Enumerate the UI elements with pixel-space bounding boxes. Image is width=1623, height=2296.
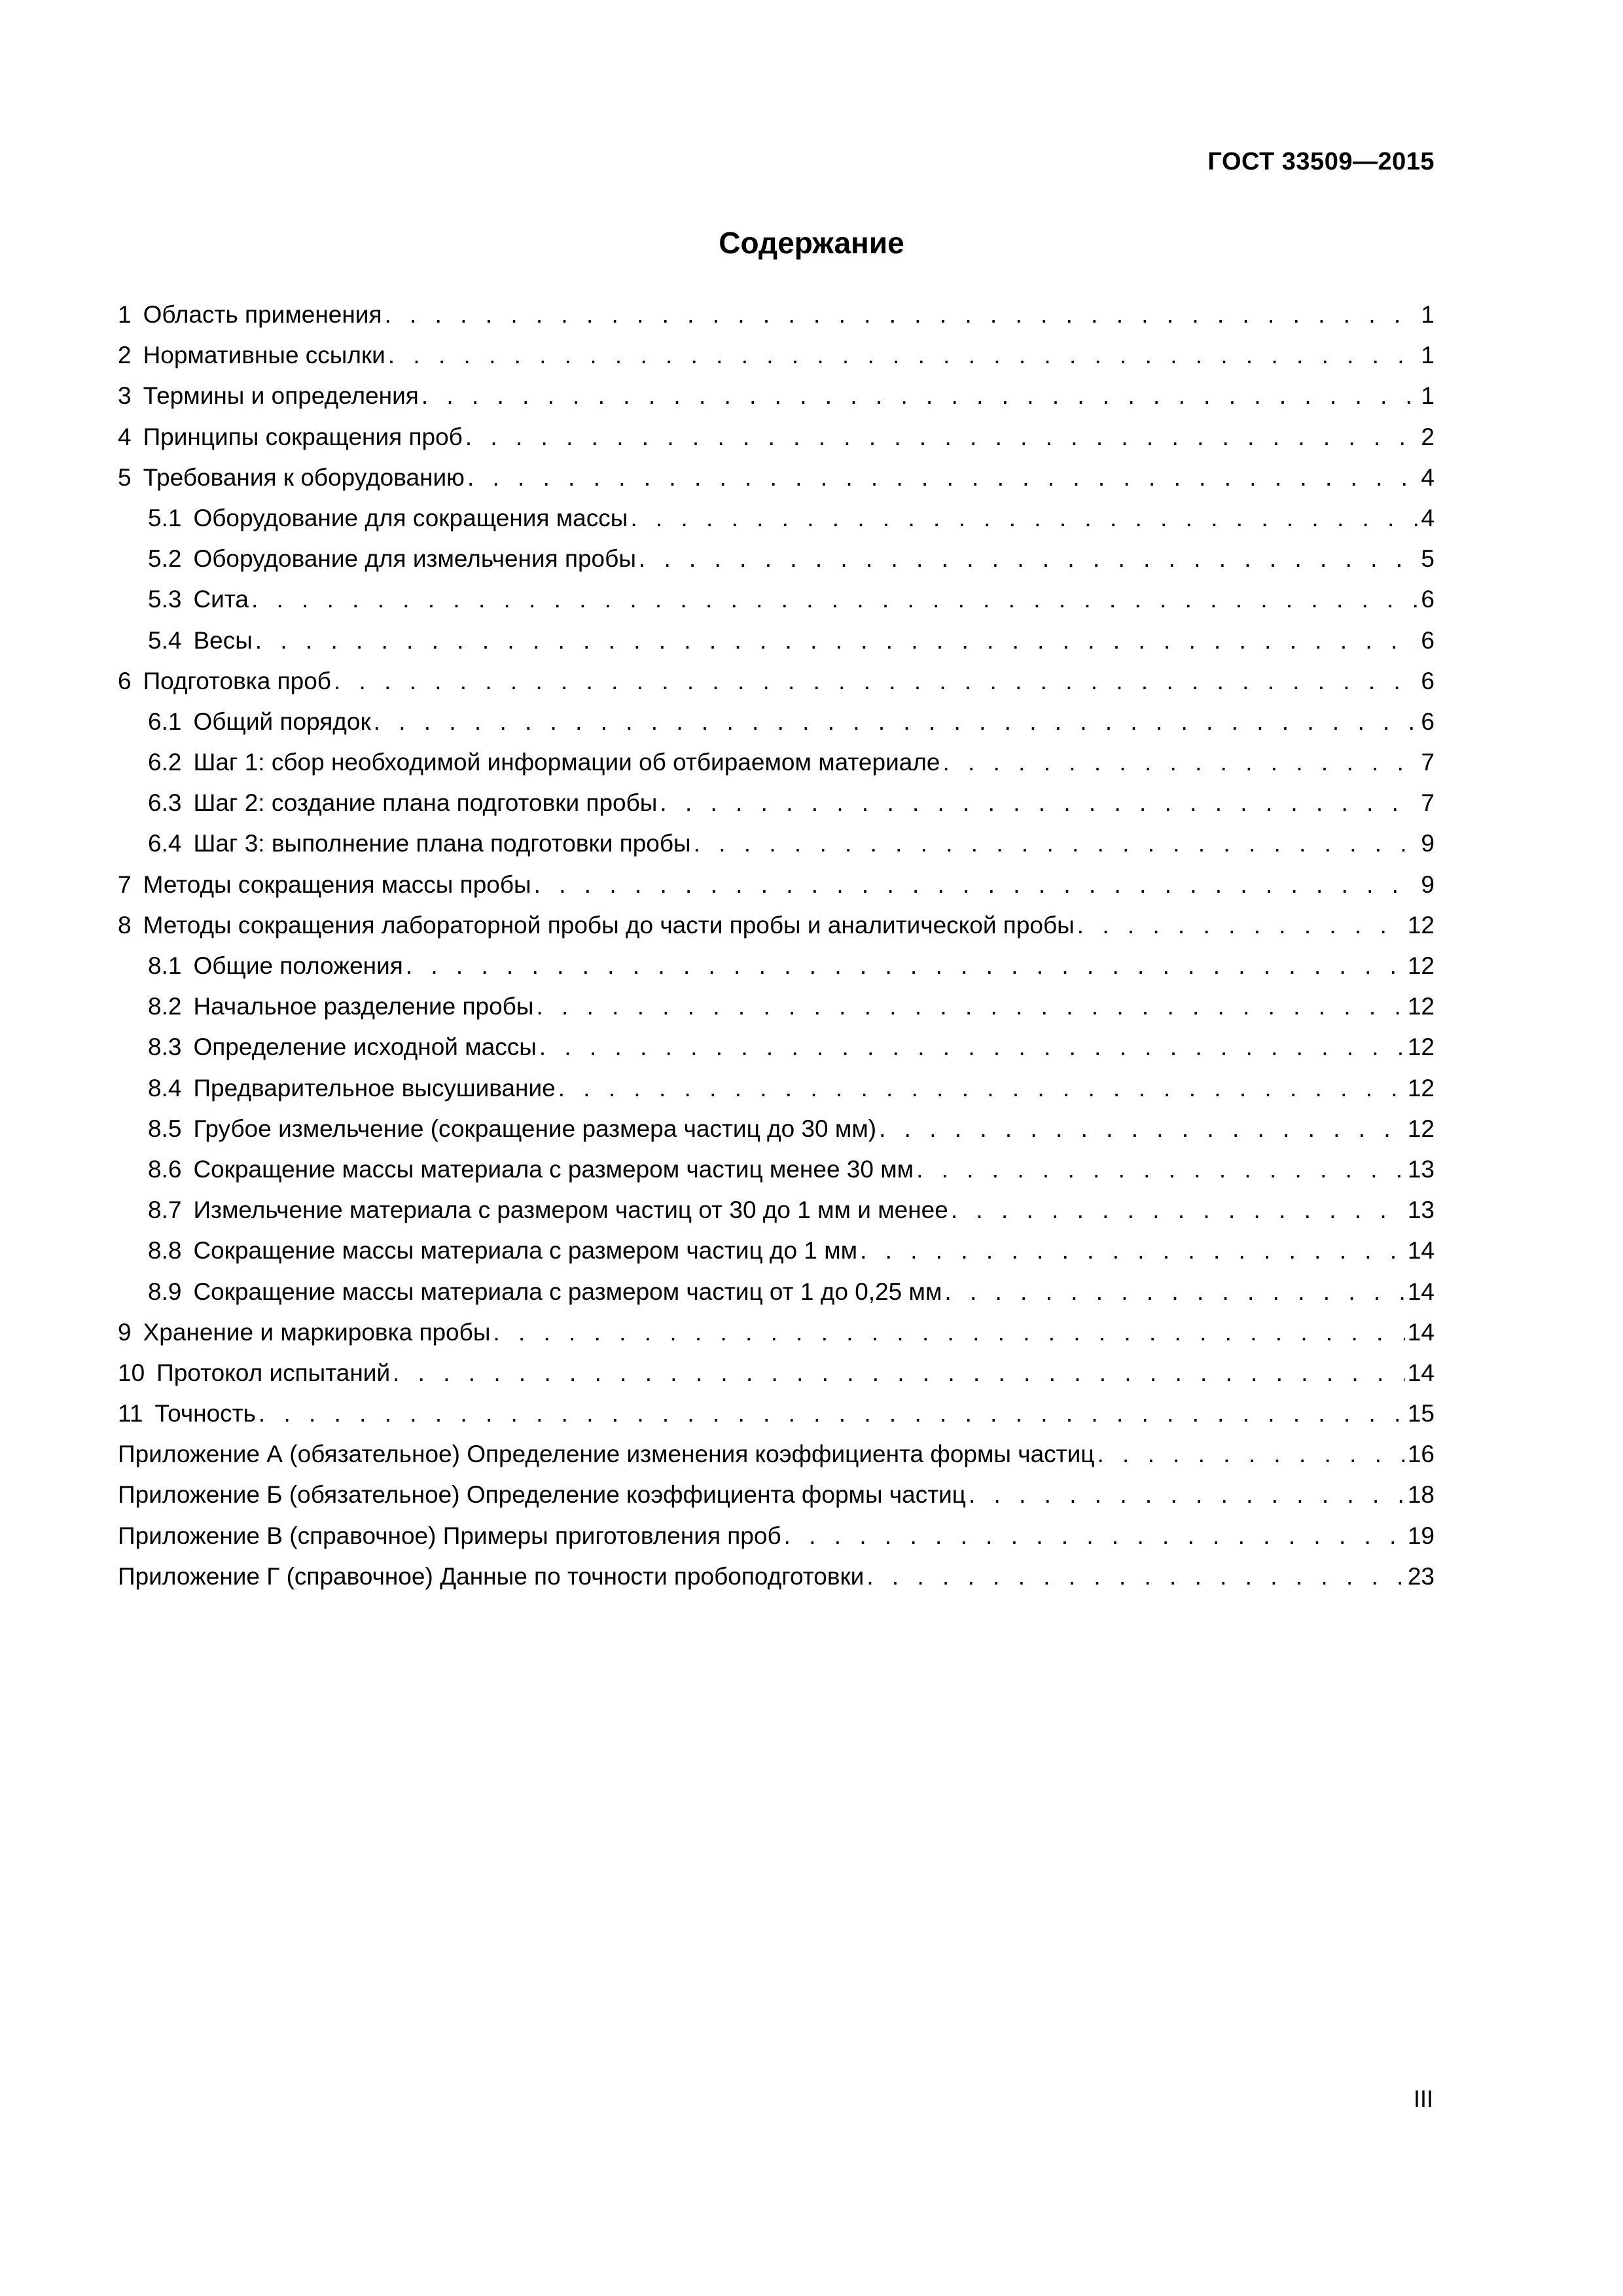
toc-entry-page: 13 bbox=[1407, 1155, 1435, 1183]
toc-entry-page: 1 bbox=[1421, 301, 1435, 328]
toc-entry-page: 18 bbox=[1407, 1481, 1435, 1509]
toc-leader-dots bbox=[784, 1516, 1405, 1556]
toc-entry-title: Общий порядок bbox=[193, 708, 371, 735]
toc-entry-title: Сита bbox=[193, 586, 249, 613]
toc-entry-title: Начальное разделение пробы bbox=[193, 993, 534, 1020]
toc-entry-number: 8.1 bbox=[148, 952, 182, 979]
toc-entry-page: 9 bbox=[1421, 830, 1435, 857]
toc-leader-dots bbox=[536, 986, 1404, 1027]
toc-entry-number: 6.2 bbox=[148, 749, 182, 776]
toc-entry[interactable] bbox=[118, 702, 1435, 742]
toc-entry-title: Принципы сокращения проб bbox=[143, 423, 463, 450]
page-title: Содержание bbox=[719, 226, 904, 260]
toc-entry-number: 7 bbox=[118, 870, 132, 898]
toc-entry-page: 5 bbox=[1421, 545, 1435, 573]
toc-leader-dots bbox=[421, 376, 1419, 416]
toc-entry[interactable] bbox=[118, 1109, 1435, 1149]
toc-entry-number: 6.1 bbox=[148, 708, 182, 735]
toc-entry-title: Нормативные ссылки bbox=[143, 342, 385, 369]
toc-leader-dots bbox=[969, 1475, 1405, 1515]
toc-entry-page: 6 bbox=[1421, 586, 1435, 613]
toc-entry[interactable] bbox=[118, 1353, 1435, 1393]
toc-leader-dots bbox=[944, 1272, 1404, 1312]
toc-entry-number: 8 bbox=[118, 911, 132, 939]
toc-leader-dots bbox=[406, 946, 1405, 986]
toc-entry-number: 8.8 bbox=[148, 1237, 182, 1265]
document-code: ГОСТ 33509—2015 bbox=[1207, 148, 1435, 175]
toc-entry-title: Хранение и маркировка пробы bbox=[143, 1318, 491, 1346]
toc-entry[interactable] bbox=[118, 539, 1435, 579]
toc-entry-title: Приложение В (справочное) Примеры приготовления проб bbox=[118, 1522, 781, 1549]
toc-entry-title: Требования к оборудованию bbox=[143, 463, 465, 491]
toc-entry-number: 2 bbox=[118, 342, 132, 369]
toc-entry-page: 6 bbox=[1421, 667, 1435, 694]
toc-entry-number: 6.4 bbox=[148, 830, 182, 857]
toc-entry-page: 16 bbox=[1407, 1441, 1435, 1468]
toc-entry-title: Приложение А (обязательное) Определение изменения коэффициента формы частиц bbox=[118, 1441, 1095, 1468]
toc-leader-dots bbox=[534, 865, 1419, 905]
toc-leader-dots bbox=[493, 1312, 1404, 1353]
toc-entry-page: 12 bbox=[1407, 1033, 1435, 1061]
toc-entry-title: Оборудование для сокращения массы bbox=[193, 504, 628, 531]
toc-entry[interactable] bbox=[118, 1516, 1435, 1556]
toc-entry-title: Шаг 3: выполнение плана подготовки пробы bbox=[193, 830, 691, 857]
toc-entry[interactable] bbox=[118, 417, 1435, 457]
toc-entry-page: 13 bbox=[1407, 1196, 1435, 1224]
toc-entry-number: 11 bbox=[118, 1400, 143, 1427]
toc-entry[interactable] bbox=[118, 457, 1435, 498]
toc-entry-number: 5 bbox=[118, 463, 132, 491]
toc-leader-dots bbox=[630, 498, 1418, 539]
toc-entry[interactable] bbox=[118, 1556, 1435, 1597]
toc-leader-dots bbox=[558, 1068, 1405, 1109]
toc-entry-number: 1 bbox=[118, 301, 132, 328]
toc-leader-dots bbox=[385, 295, 1419, 335]
toc-leader-dots bbox=[879, 1109, 1405, 1149]
toc-leader-dots bbox=[388, 335, 1419, 376]
toc-entry[interactable] bbox=[118, 1272, 1435, 1312]
toc-entry-number: 5.1 bbox=[148, 504, 182, 531]
toc-entry-title: Сокращение массы материала с размером частиц менее 30 мм bbox=[193, 1155, 914, 1183]
toc-entry-number: 8.7 bbox=[148, 1196, 182, 1224]
toc-entry-page: 15 bbox=[1407, 1400, 1435, 1427]
toc-leader-dots bbox=[1077, 905, 1405, 946]
toc-entry-title: Методы сокращения массы пробы bbox=[143, 870, 531, 898]
toc-entry-page: 2 bbox=[1421, 423, 1435, 450]
toc-leader-dots bbox=[393, 1353, 1405, 1393]
toc-leader-dots bbox=[1097, 1434, 1404, 1475]
toc-entry-title: Приложение Б (обязательное) Определение коэффициента формы частиц bbox=[118, 1481, 966, 1509]
toc-entry[interactable] bbox=[118, 986, 1435, 1027]
toc-entry[interactable] bbox=[118, 823, 1435, 864]
toc-entry-number: 4 bbox=[118, 423, 132, 450]
toc-entry-page: 12 bbox=[1407, 993, 1435, 1020]
toc-leader-dots bbox=[251, 579, 1418, 620]
toc-entry[interactable] bbox=[118, 376, 1435, 416]
toc-entry-page: 12 bbox=[1407, 1115, 1435, 1142]
toc-entry[interactable] bbox=[118, 1434, 1435, 1475]
toc-entry-page: 9 bbox=[1421, 870, 1435, 898]
page-number: III bbox=[1413, 2085, 1433, 2112]
toc-entry-title: Общие положения bbox=[193, 952, 403, 979]
toc-entry-number: 8.6 bbox=[148, 1155, 182, 1183]
toc-leader-dots bbox=[334, 661, 1418, 702]
toc-entry-number: 8.9 bbox=[148, 1278, 182, 1305]
toc-entry[interactable] bbox=[118, 946, 1435, 986]
toc-leader-dots bbox=[943, 742, 1419, 783]
toc-entry-title: Приложение Г (справочное) Данные по точности пробоподготовки bbox=[118, 1562, 865, 1590]
toc-entry-title: Шаг 1: сбор необходимой информации об отбираемом материале bbox=[193, 749, 940, 776]
toc-entry-title: Предварительное высушивание bbox=[193, 1074, 556, 1102]
toc-entry-page: 12 bbox=[1407, 911, 1435, 939]
toc-entry-page: 4 bbox=[1421, 504, 1435, 531]
toc-leader-dots bbox=[916, 1149, 1405, 1190]
toc-entry-number: 10 bbox=[118, 1359, 145, 1386]
toc-entry[interactable] bbox=[118, 865, 1435, 905]
toc-entry-title: Сокращение массы материала с размером частиц от 1 до 0,25 мм bbox=[193, 1278, 942, 1305]
toc-entry-title: Методы сокращения лабораторной пробы до части пробы и аналитической пробы bbox=[143, 911, 1075, 939]
toc-entry-page: 14 bbox=[1407, 1318, 1435, 1346]
toc-leader-dots bbox=[866, 1556, 1405, 1597]
toc-entry-number: 9 bbox=[118, 1318, 132, 1346]
toc-entry-page: 14 bbox=[1407, 1359, 1435, 1386]
toc-entry-page: 7 bbox=[1421, 749, 1435, 776]
toc-entry-number: 8.5 bbox=[148, 1115, 182, 1142]
toc-entry-page: 19 bbox=[1407, 1522, 1435, 1549]
toc-entry[interactable] bbox=[118, 1312, 1435, 1353]
toc-entry[interactable] bbox=[118, 295, 1435, 335]
toc-entry-title: Протокол испытаний bbox=[156, 1359, 391, 1386]
toc-entry-page: 4 bbox=[1421, 463, 1435, 491]
toc-entry-number: 6.3 bbox=[148, 789, 182, 817]
toc-entry-number: 5.2 bbox=[148, 545, 182, 573]
toc-leader-dots bbox=[539, 1027, 1405, 1067]
toc-leader-dots bbox=[694, 823, 1419, 864]
toc-entry[interactable] bbox=[118, 498, 1435, 539]
toc-entry-number: 3 bbox=[118, 382, 132, 410]
toc-entry-number: 8.2 bbox=[148, 993, 182, 1020]
toc-entry[interactable] bbox=[118, 335, 1435, 376]
toc-entry-number: 6 bbox=[118, 667, 132, 694]
toc-entry-title: Термины и определения bbox=[143, 382, 419, 410]
toc-leader-dots bbox=[465, 417, 1419, 457]
toc-entry-number: 8.3 bbox=[148, 1033, 182, 1061]
toc-entry-number: 5.3 bbox=[148, 586, 182, 613]
toc-entry-page: 23 bbox=[1407, 1562, 1435, 1590]
toc-entry[interactable] bbox=[118, 905, 1435, 946]
table-of-contents bbox=[118, 295, 1435, 1597]
toc-entry-title: Сокращение массы материала с размером частиц до 1 мм bbox=[193, 1237, 858, 1265]
toc-entry-title: Весы bbox=[193, 626, 253, 654]
toc-entry-title: Область применения bbox=[143, 301, 382, 328]
toc-entry-title: Определение исходной массы bbox=[193, 1033, 537, 1061]
toc-entry-title: Точность bbox=[154, 1400, 256, 1427]
toc-entry-number: 8.4 bbox=[148, 1074, 182, 1102]
toc-entry-page: 6 bbox=[1421, 626, 1435, 654]
toc-entry-title: Грубое измельчение (сокращение размера частиц до 30 мм) bbox=[193, 1115, 877, 1142]
toc-leader-dots bbox=[255, 620, 1419, 661]
toc-leader-dots bbox=[951, 1190, 1405, 1230]
toc-leader-dots bbox=[374, 702, 1419, 742]
toc-entry[interactable] bbox=[118, 620, 1435, 661]
toc-entry[interactable] bbox=[118, 742, 1435, 783]
toc-entry-page: 1 bbox=[1421, 382, 1435, 410]
toc-entry-title: Оборудование для измельчения пробы bbox=[193, 545, 636, 573]
toc-entry[interactable] bbox=[118, 579, 1435, 620]
toc-leader-dots bbox=[259, 1393, 1405, 1434]
toc-entry[interactable] bbox=[118, 1068, 1435, 1109]
toc-entry[interactable] bbox=[118, 661, 1435, 702]
toc-entry[interactable] bbox=[118, 1393, 1435, 1434]
toc-entry[interactable] bbox=[118, 783, 1435, 823]
toc-leader-dots bbox=[639, 539, 1419, 579]
toc-leader-dots bbox=[467, 457, 1418, 498]
toc-entry-title: Шаг 2: создание плана подготовки пробы bbox=[193, 789, 658, 817]
toc-entry-title: Подготовка проб bbox=[143, 667, 331, 694]
toc-entry-page: 1 bbox=[1421, 342, 1435, 369]
toc-leader-dots bbox=[660, 783, 1418, 823]
toc-entry-page: 14 bbox=[1407, 1237, 1435, 1265]
toc-leader-dots bbox=[860, 1230, 1405, 1271]
toc-entry-page: 14 bbox=[1407, 1278, 1435, 1305]
toc-entry[interactable] bbox=[118, 1190, 1435, 1230]
toc-entry-page: 12 bbox=[1407, 1074, 1435, 1102]
toc-entry-page: 6 bbox=[1421, 708, 1435, 735]
toc-entry[interactable] bbox=[118, 1027, 1435, 1067]
toc-entry[interactable] bbox=[118, 1149, 1435, 1190]
toc-entry-title: Измельчение материала с размером частиц от 30 до 1 мм и менее bbox=[193, 1196, 948, 1224]
toc-entry[interactable] bbox=[118, 1230, 1435, 1271]
toc-entry-page: 7 bbox=[1421, 789, 1435, 817]
toc-entry-number: 5.4 bbox=[148, 626, 182, 654]
toc-entry-page: 12 bbox=[1407, 952, 1435, 979]
toc-entry[interactable] bbox=[118, 1475, 1435, 1515]
